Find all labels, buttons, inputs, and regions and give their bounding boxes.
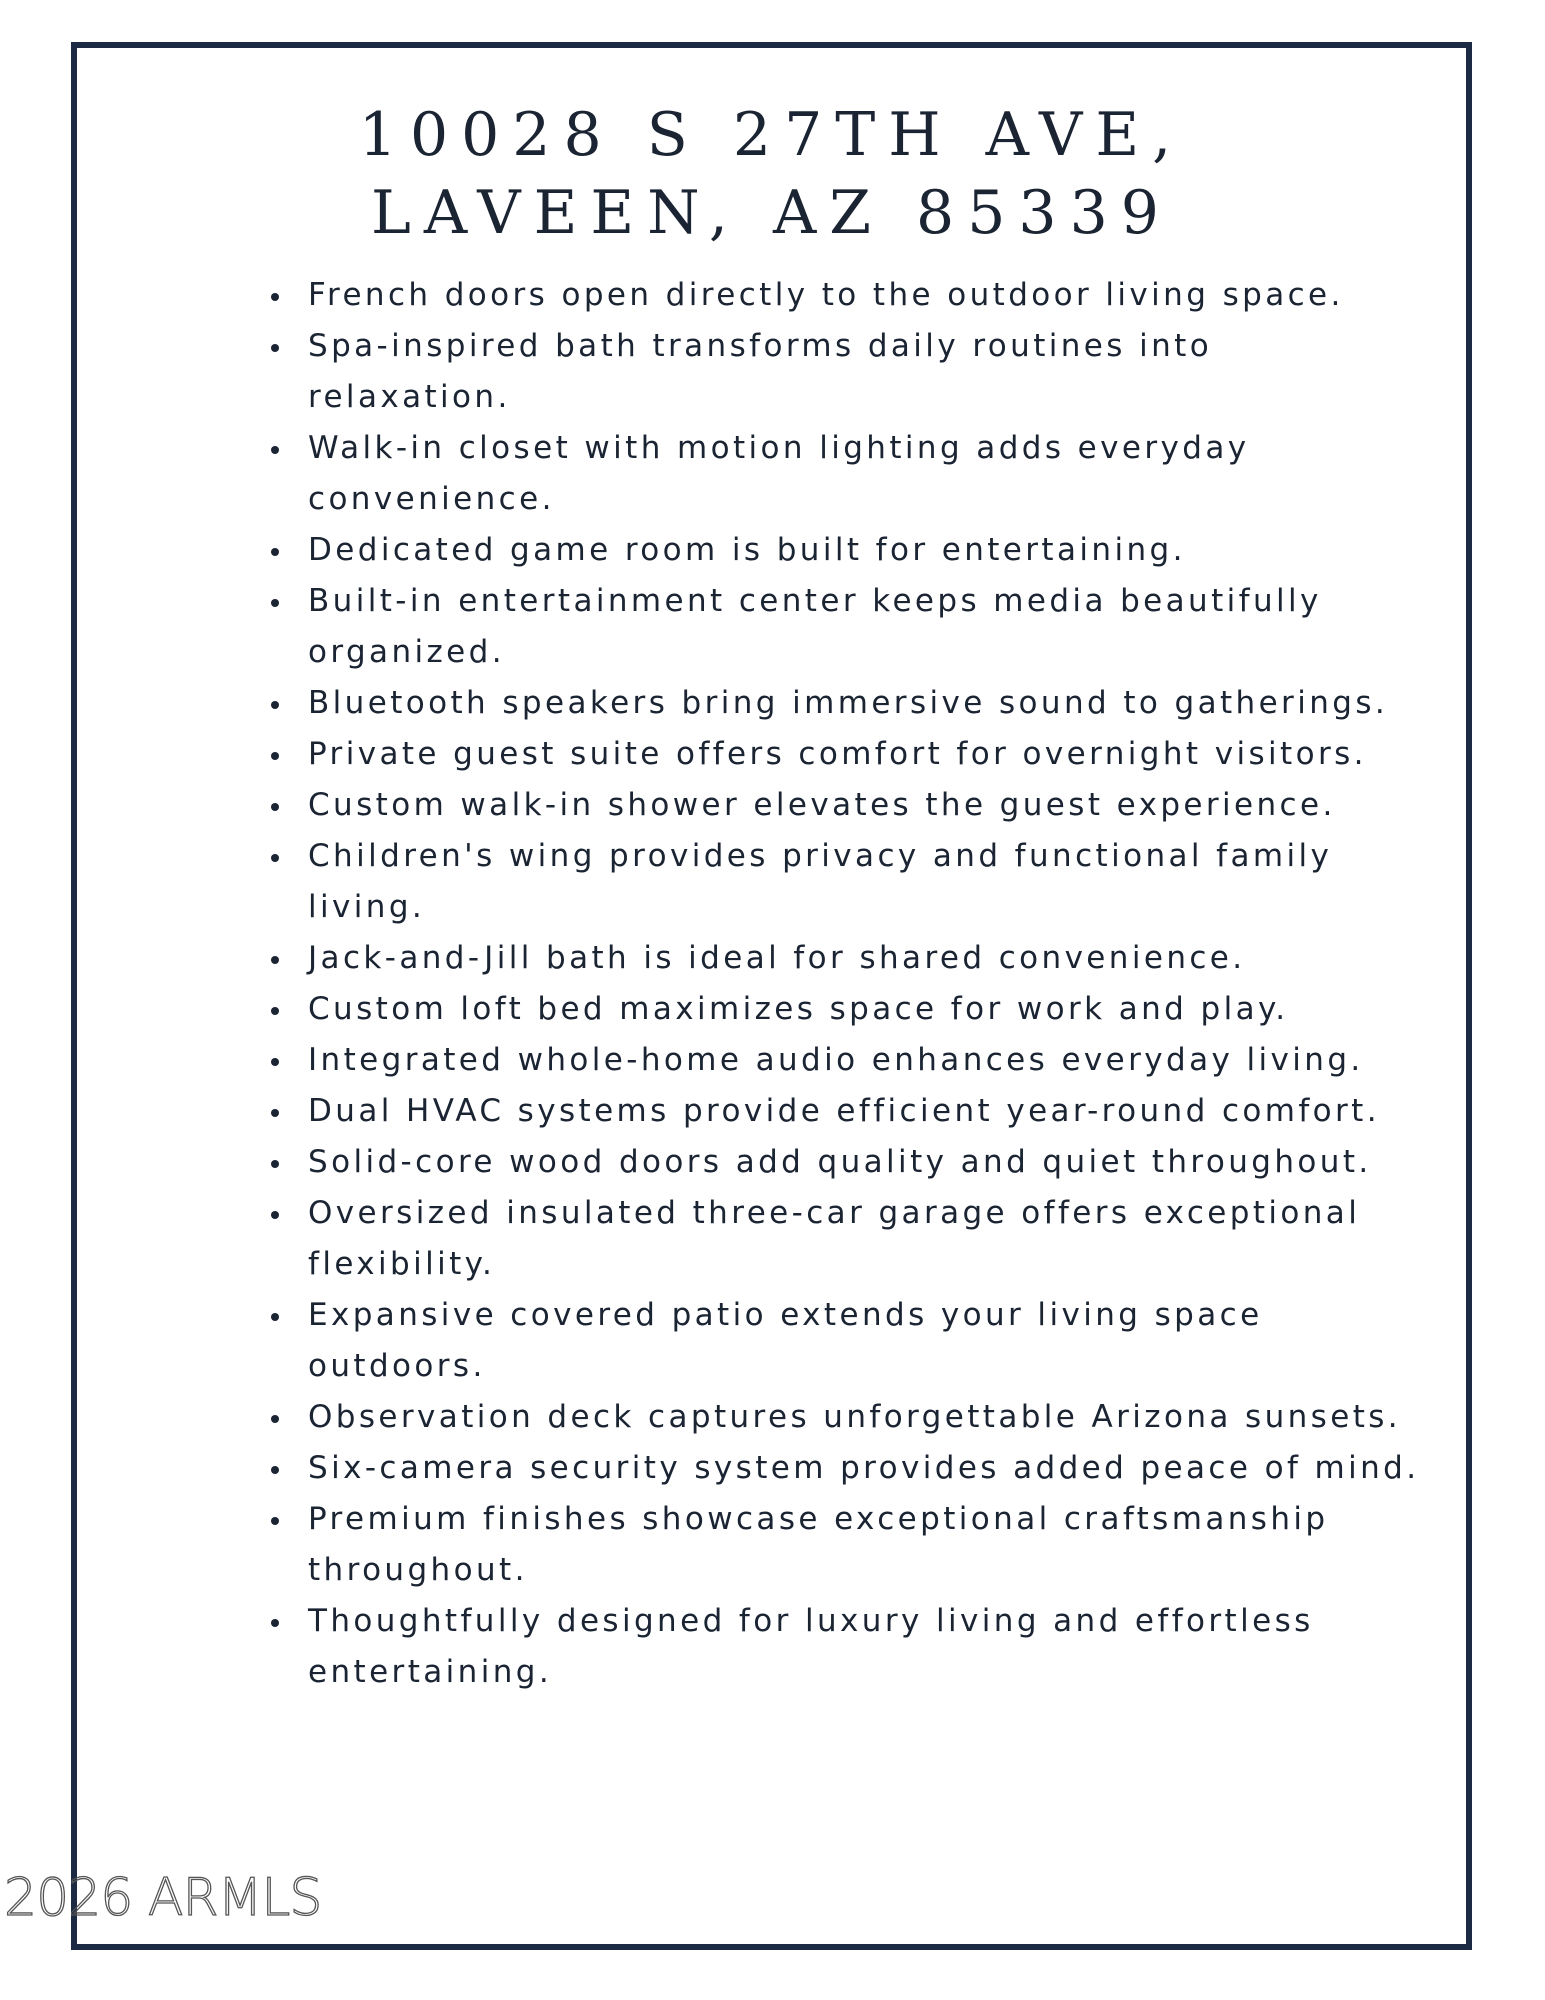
list-item (236, 423, 1428, 525)
bullet-icon (271, 599, 279, 607)
feature-text: Spa-inspired bath transforms daily routines into relaxation. (308, 328, 1213, 415)
feature-text: Solid-core wood doors add quality and quiet throughout. (308, 1144, 1372, 1180)
list-item (236, 729, 1428, 780)
list-item (236, 1290, 1428, 1392)
bullet-icon (271, 1160, 279, 1168)
list-item (236, 984, 1428, 1035)
feature-text: Custom walk-in shower elevates the guest experience. (308, 787, 1336, 823)
document-frame (71, 42, 1472, 1950)
list-item (236, 576, 1428, 678)
feature-text: Dedicated game room is built for entertaining. (308, 532, 1186, 568)
feature-text: Built-in entertainment center keeps media beautifully organized. (308, 583, 1322, 670)
bullet-icon (271, 1466, 279, 1474)
feature-text: Thoughtfully designed for luxury living and effortless entertaining. (308, 1603, 1314, 1690)
list-item (236, 321, 1428, 423)
feature-text: French doors open directly to the outdoor living space. (308, 277, 1344, 313)
list-item (236, 678, 1428, 729)
bullet-icon (271, 1211, 279, 1219)
bullet-icon (271, 548, 279, 556)
bullet-icon (271, 803, 279, 811)
copyright-watermark: 2026 ARMLS (4, 1868, 322, 1928)
feature-text: Custom loft bed maximizes space for work and play. (308, 991, 1289, 1027)
list-item (236, 1494, 1428, 1596)
bullet-icon (271, 1415, 279, 1423)
feature-text: Walk-in closet with motion lighting adds everyday convenience. (308, 430, 1250, 517)
list-item (236, 525, 1428, 576)
list-item (236, 933, 1428, 984)
list-item (236, 1035, 1428, 1086)
feature-text: Oversized insulated three-car garage offers exceptional flexibility. (308, 1195, 1361, 1282)
bullet-icon (271, 293, 279, 301)
feature-text: Integrated whole-home audio enhances everyday living. (308, 1042, 1364, 1078)
bullet-icon (271, 701, 279, 709)
bullet-icon (271, 344, 279, 352)
list-item (236, 831, 1428, 933)
bullet-icon (271, 956, 279, 964)
feature-text: Private guest suite offers comfort for overnight visitors. (308, 736, 1367, 772)
feature-text: Bluetooth speakers bring immersive sound to gatherings. (308, 685, 1389, 721)
feature-text: Observation deck captures unforgettable Arizona sunsets. (308, 1399, 1402, 1435)
list-item (236, 1392, 1428, 1443)
list-item (236, 1596, 1428, 1698)
bullet-icon (271, 446, 279, 454)
bullet-icon (271, 1517, 279, 1525)
list-item (236, 1086, 1428, 1137)
bullet-icon (271, 1619, 279, 1627)
title-line-city: LAVEEN, AZ 85339 (371, 178, 1172, 248)
feature-text: Dual HVAC systems provide efficient year-round comfort. (308, 1093, 1380, 1129)
title-line-street: 10028 S 27TH AVE, (358, 100, 1185, 170)
list-item (236, 1137, 1428, 1188)
list-item (236, 1443, 1428, 1494)
list-item (236, 270, 1428, 321)
feature-text: Six-camera security system provides added peace of mind. (308, 1450, 1420, 1486)
feature-text: Children's wing provides privacy and functional family living. (308, 838, 1333, 925)
list-item (236, 780, 1428, 831)
bullet-icon (271, 1058, 279, 1066)
bullet-icon (271, 1109, 279, 1117)
feature-list (236, 270, 1436, 1698)
bullet-icon (271, 752, 279, 760)
feature-text: Premium finishes showcase exceptional craftsmanship throughout. (308, 1501, 1329, 1588)
feature-text: Jack-and-Jill bath is ideal for shared convenience. (308, 940, 1246, 976)
page-title (77, 96, 1466, 252)
bullet-icon (271, 1313, 279, 1321)
list-item (236, 1188, 1428, 1290)
feature-text: Expansive covered patio extends your living space outdoors. (308, 1297, 1263, 1384)
bullet-icon (271, 1007, 279, 1015)
bullet-icon (271, 854, 279, 862)
